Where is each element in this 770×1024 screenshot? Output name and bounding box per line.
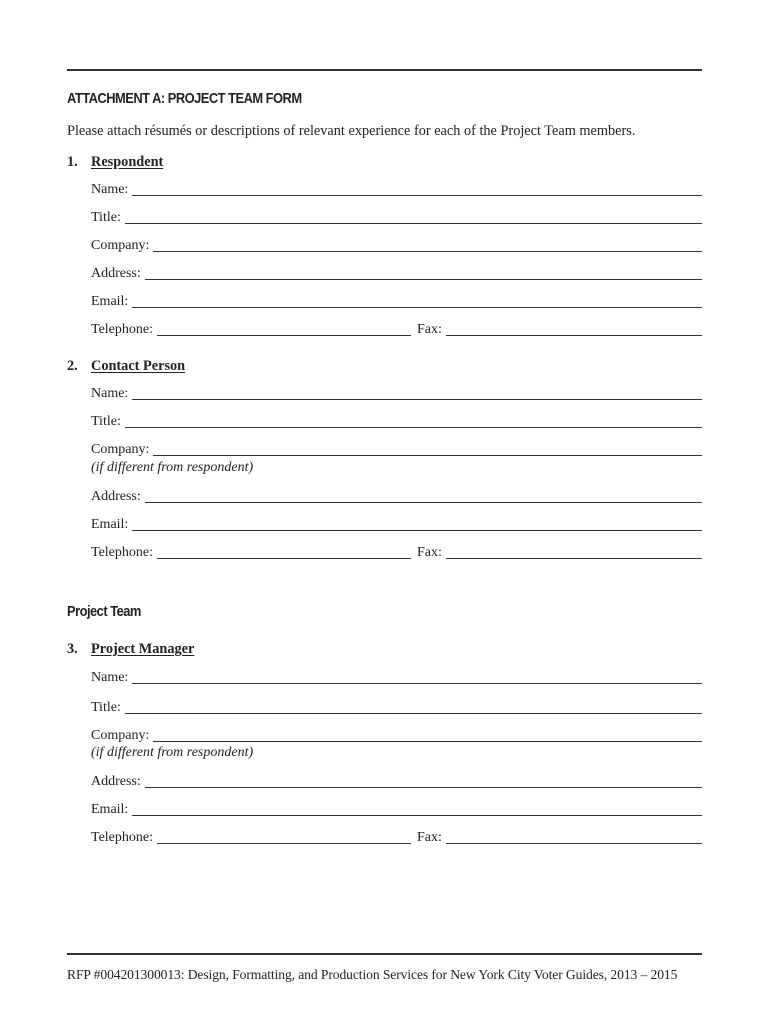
name-label: Name: [91,386,129,401]
title-label: Title: [91,210,121,225]
manager-title-field [91,697,702,717]
respondent-title-input[interactable] [125,223,702,224]
telephone-label: Telephone: [91,830,153,845]
fax-label: Fax: [417,830,442,845]
manager-phone-fax-row [91,827,702,847]
section-contact-person-heading [67,358,185,375]
bottom-rule [67,953,702,955]
respondent-phone-fax-row [91,319,702,339]
title-label: Title: [91,700,121,715]
respondent-company-input[interactable] [153,251,702,252]
telephone-label: Telephone: [91,545,153,560]
company-label: Company: [91,728,150,743]
contact-name-field [91,383,702,403]
manager-fax-input[interactable] [446,843,702,844]
manager-email-field [91,799,702,819]
form-title: ATTACHMENT A: PROJECT TEAM FORM [67,90,302,107]
respondent-email-input[interactable] [132,307,702,308]
contact-company-input[interactable] [153,455,702,456]
footer-text: RFP #004201300013: Design, Formatting, and Production Services for New York City Voter Guides, 2013 – 2015 [67,967,678,982]
contact-name-input[interactable] [132,399,702,400]
company-label: Company: [91,238,150,253]
contact-title-field [91,411,702,431]
respondent-email-field [91,291,702,311]
name-label: Name: [91,182,129,197]
manager-company-field [91,725,702,745]
respondent-address-field [91,263,702,283]
section-respondent-heading [67,154,163,171]
manager-address-field [91,771,702,791]
contact-telephone-input[interactable] [157,558,411,559]
contact-address-input[interactable] [145,502,702,503]
fax-label: Fax: [417,322,442,337]
name-label: Name: [91,670,129,685]
telephone-label: Telephone: [91,322,153,337]
contact-company-field [91,439,702,459]
address-label: Address: [91,266,141,281]
if-different-note: (if different from respondent) [91,460,254,475]
section-label: Contact Person [91,358,186,374]
section-number: 2. [67,358,78,374]
contact-phone-fax-row [91,542,702,562]
manager-name-input[interactable] [132,683,702,684]
email-label: Email: [91,517,129,532]
company-label: Company: [91,442,150,457]
section-number: 3. [67,641,78,657]
manager-company-input[interactable] [153,741,702,742]
intro-text: Please attach résumés or descriptions of relevant experience for each of the Project Team members. [67,123,636,139]
section-label: Respondent [91,154,164,170]
respondent-telephone-input[interactable] [157,335,411,336]
manager-address-input[interactable] [145,787,702,788]
section-label: Project Manager [91,641,195,657]
contact-title-input[interactable] [125,427,702,428]
manager-telephone-input[interactable] [157,843,411,844]
respondent-fax-input[interactable] [446,335,702,336]
contact-fax-input[interactable] [446,558,702,559]
address-label: Address: [91,774,141,789]
respondent-title-field [91,207,702,227]
manager-name-field [91,667,702,687]
manager-email-input[interactable] [132,815,702,816]
manager-title-input[interactable] [125,713,702,714]
respondent-name-input[interactable] [132,195,702,196]
contact-email-input[interactable] [132,530,702,531]
title-label: Title: [91,414,121,429]
email-label: Email: [91,802,129,817]
respondent-company-field [91,235,702,255]
if-different-note: (if different from respondent) [91,745,254,760]
respondent-name-field [91,179,702,199]
fax-label: Fax: [417,545,442,560]
top-rule [67,69,702,71]
section-project-manager-heading [67,641,194,658]
section-number: 1. [67,154,78,170]
respondent-address-input[interactable] [145,279,702,280]
contact-address-field [91,486,702,506]
email-label: Email: [91,294,129,309]
project-team-heading: Project Team [67,603,141,620]
contact-email-field [91,514,702,534]
address-label: Address: [91,489,141,504]
